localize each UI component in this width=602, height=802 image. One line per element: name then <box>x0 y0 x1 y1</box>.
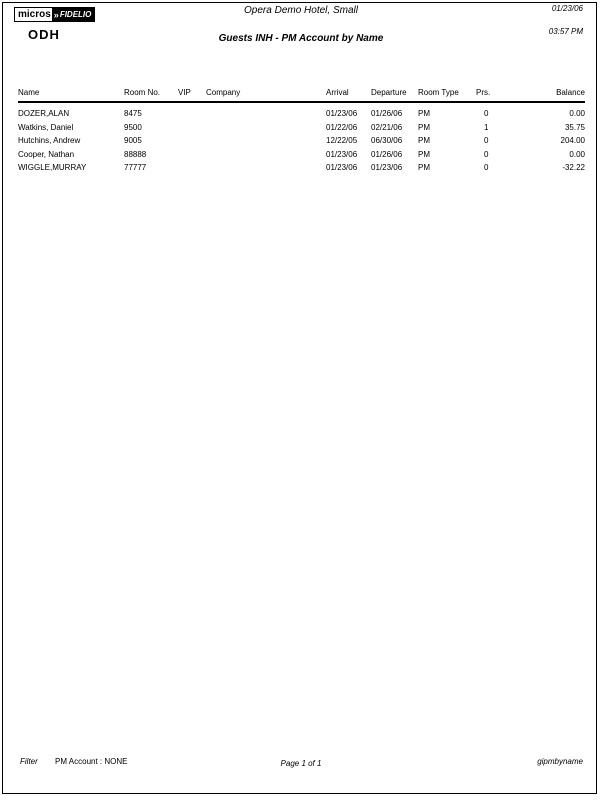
table-row <box>18 121 585 135</box>
cell-arrival: 01/22/06 <box>326 122 358 132</box>
table-row <box>18 134 585 148</box>
cell-departure: 01/26/06 <box>371 109 403 119</box>
cell-departure: 01/23/06 <box>371 163 403 173</box>
cell-departure: 06/30/06 <box>371 136 403 146</box>
cell-prs: 1 <box>484 122 489 132</box>
col-header-departure: Departure <box>371 88 407 97</box>
cell-balance: 0.00 <box>569 109 585 119</box>
cell-arrival: 01/23/06 <box>326 109 358 119</box>
table-row <box>18 161 585 175</box>
table-header-row <box>18 88 585 103</box>
hotel-name: Opera Demo Hotel, Small <box>244 5 358 16</box>
col-header-vip: VIP <box>178 88 191 97</box>
cell-room-type: PM <box>418 149 430 159</box>
cell-name: DOZER,ALAN <box>18 109 70 119</box>
col-header-company: Company <box>206 88 241 97</box>
cell-room-type: PM <box>418 136 430 146</box>
col-header-prs: Prs. <box>476 88 491 97</box>
cell-room-no: 9500 <box>124 122 142 132</box>
filter-label: Filter <box>20 757 38 766</box>
cell-prs: 0 <box>484 109 489 119</box>
arrow-icon: » <box>53 9 59 20</box>
cell-prs: 0 <box>484 149 489 159</box>
report-time: 03:57 PM <box>548 27 583 36</box>
report-date: 01/23/06 <box>551 4 583 13</box>
table-body <box>18 103 585 175</box>
filter-value: PM Account : NONE <box>55 757 128 766</box>
cell-room-no: 9005 <box>124 136 142 146</box>
cell-name: Watkins, Daniel <box>18 122 74 132</box>
cell-prs: 0 <box>484 136 489 146</box>
micros-logo-text: micros <box>14 7 53 22</box>
cell-arrival: 01/23/06 <box>326 149 358 159</box>
cell-room-type: PM <box>418 163 430 173</box>
col-header-balance: Balance <box>556 88 585 97</box>
col-header-arrival: Arrival <box>326 88 349 97</box>
table-row <box>18 148 585 162</box>
cell-balance: -32.22 <box>562 163 585 173</box>
cell-balance: 0.00 <box>569 149 585 159</box>
cell-prs: 0 <box>484 163 489 173</box>
guests-table <box>18 88 585 175</box>
cell-arrival: 12/22/05 <box>326 136 358 146</box>
cell-room-type: PM <box>418 109 430 119</box>
cell-departure: 01/26/06 <box>371 149 403 159</box>
cell-name: Hutchins, Andrew <box>18 136 81 146</box>
col-header-room-type: Room Type <box>418 88 459 97</box>
table-row <box>18 107 585 121</box>
cell-arrival: 01/23/06 <box>326 163 358 173</box>
col-header-name: Name <box>18 88 40 97</box>
cell-room-no: 88888 <box>124 149 147 159</box>
cell-name: WIGGLE,MURRAY <box>18 163 87 173</box>
cell-room-no: 77777 <box>124 163 147 173</box>
report-title: Guests INH - PM Account by Name <box>218 33 384 44</box>
cell-room-type: PM <box>418 122 430 132</box>
property-code: ODH <box>28 27 60 42</box>
cell-name: Cooper, Nathan <box>18 149 75 159</box>
fidelio-logo-text: FIDELIO <box>59 10 92 19</box>
cell-balance: 204.00 <box>560 136 585 146</box>
col-header-room-no: Room No. <box>124 88 161 97</box>
report-id: gipmbyname <box>537 757 583 766</box>
cell-balance: 35.75 <box>564 122 585 132</box>
cell-room-no: 8475 <box>124 109 142 119</box>
cell-departure: 02/21/06 <box>371 122 403 132</box>
page-number: Page 1 of 1 <box>280 759 322 768</box>
